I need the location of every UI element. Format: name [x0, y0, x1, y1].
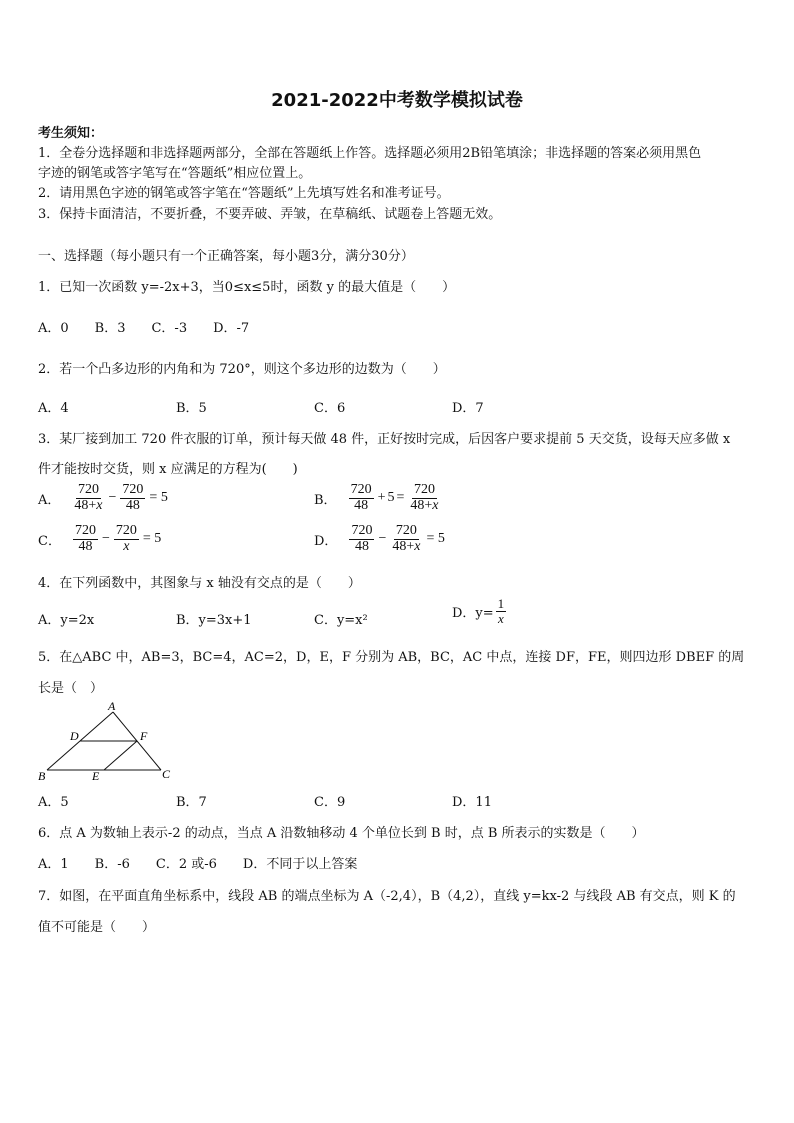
vertex-label-b: B: [38, 769, 46, 783]
q2-option-d: D．7: [452, 401, 484, 416]
q2-option-c: C．6: [314, 401, 346, 416]
q5-stem-2: 长是（ ）: [38, 681, 104, 696]
notice-line-1: 1．全卷分选择题和非选择题两部分，全部在答题纸上作答。选择题必须用2B铅笔填涂；非选择题的答案必须用黑色: [38, 146, 702, 161]
q5-option-c: C．9: [314, 795, 346, 810]
q3-equation-c: $\frac{720}{48}$ − $\frac{720}{x}$ = 5: [74, 523, 162, 554]
fraction: $\frac{1}{x}$: [497, 596, 505, 626]
fraction: $\frac{720}{48}$: [74, 523, 96, 554]
vertex-label-a: A: [108, 699, 116, 713]
q1-options: A．0 B．3 C．-3 D．-7: [38, 321, 250, 336]
q7-stem-2: 值不可能是（ ）: [38, 920, 156, 935]
q3-option-b-label: B．: [314, 492, 337, 508]
q5-option-b: B．7: [176, 795, 207, 810]
q2-option-a: A．4: [38, 401, 69, 416]
q7-stem-1: 7．如图，在平面直角坐标系中，线段 AB 的端点坐标为 A（-2,4），B（4,2），直线 y=kx-2 与线段 AB 有交点，则 K 的: [38, 889, 736, 904]
q4-option-d: [452, 597, 508, 625]
q3-option-c: [38, 524, 163, 554]
fraction: $\frac{720}{x}$: [115, 523, 137, 554]
fraction: $\frac{720}{48}$: [122, 482, 144, 513]
vertex-label-c: C: [162, 767, 171, 781]
q4-option-a: A．y=2x: [38, 613, 95, 628]
section-heading: 一、选择题（每小题只有一个正确答案，每小题3分，满分30分）: [38, 249, 414, 264]
q4-stem: 4．在下列函数中，其图象与 x 轴没有交点的是（ ）: [38, 576, 361, 591]
q5-option-d: D．11: [452, 795, 492, 810]
triangle-figure: [36, 698, 176, 784]
q2-stem: 2．若一个凸多边形的内角和为 720°，则这个多边形的边数为（ ）: [38, 362, 446, 377]
notice-line-4: 3．保持卡面清洁，不要折叠，不要弄破、弄皱，在草稿纸、试题卷上答题无效。: [38, 207, 502, 222]
notice-heading: 考生须知：: [38, 126, 104, 141]
q5-stem-1: 5．在△ABC 中，AB=3，BC=4，AC=2，D，E，F 分别为 AB，BC，AC 中点，连接 DF，FE，则四边形 DBEF 的周: [38, 650, 745, 665]
q6-options: A．1 B．-6 C．2 或-6 D．不同于以上答案: [38, 857, 358, 872]
vertex-label-f: F: [140, 729, 148, 743]
q3-option-d: [314, 524, 447, 554]
segment-fe: [104, 741, 137, 770]
q4-option-c: C．y=x²: [314, 613, 368, 628]
fraction: $\frac{720}{48+x}$: [392, 523, 421, 554]
fraction: $\frac{720}{48+x}$: [410, 482, 439, 513]
q3-option-c-label: C．: [38, 533, 61, 549]
q5-option-a: A．5: [38, 795, 69, 810]
fraction: $\frac{720}{48}$: [351, 523, 373, 554]
fraction: $\frac{720}{48}$: [350, 482, 372, 513]
q3-option-a-label: A．: [38, 492, 61, 508]
q6-stem: 6．点 A 为数轴上表示-2 的动点，当点 A 沿数轴移动 4 个单位长到 B 时，点 B 所表示的实数是（ ）: [38, 826, 645, 841]
fraction: $\frac{720}{48+x}$: [74, 482, 103, 513]
page-title: 2021-2022中考数学模拟试卷: [271, 90, 523, 111]
vertex-label-e: E: [92, 769, 100, 783]
q3-option-a: [38, 483, 170, 513]
vertex-label-d: D: [70, 729, 79, 743]
q1-stem: 1．已知一次函数 y=-2x+3，当0≤x≤5时，函数 y 的最大值是（ ）: [38, 280, 456, 295]
notice-line-2: 字迹的钢笔或答字笔写在“答题纸”相应位置上。: [38, 166, 312, 181]
q3-option-b: [314, 483, 443, 513]
q4-option-b: B．y=3x+1: [176, 613, 252, 628]
q3-stem-1: 3．某厂接到加工 720 件衣服的订单，预计每天做 48 件，正好按时完成，后因客户要求提前 5 天交货，设每天应多做 x: [38, 432, 731, 447]
q2-option-b: B．5: [176, 401, 207, 416]
q3-option-d-label: D．: [314, 533, 338, 549]
q3-equation-d: $\frac{720}{48}$ − $\frac{720}{48+x}$ = 5: [351, 523, 445, 554]
notice-line-3: 2．请用黑色字迹的钢笔或答字笔在“答题纸”上先填写姓名和准考证号。: [38, 186, 450, 201]
q3-equation-a: $\frac{720}{48+x}$ − $\frac{720}{48}$ = 5: [74, 482, 168, 513]
q3-equation-b: $\frac{720}{48}$ + 5 = $\frac{720}{48+x}$: [350, 482, 439, 513]
q4-option-d-label: D．y=: [452, 605, 494, 621]
q3-stem-2: 件才能按时交货，则 x 应满足的方程为( ): [38, 462, 298, 477]
